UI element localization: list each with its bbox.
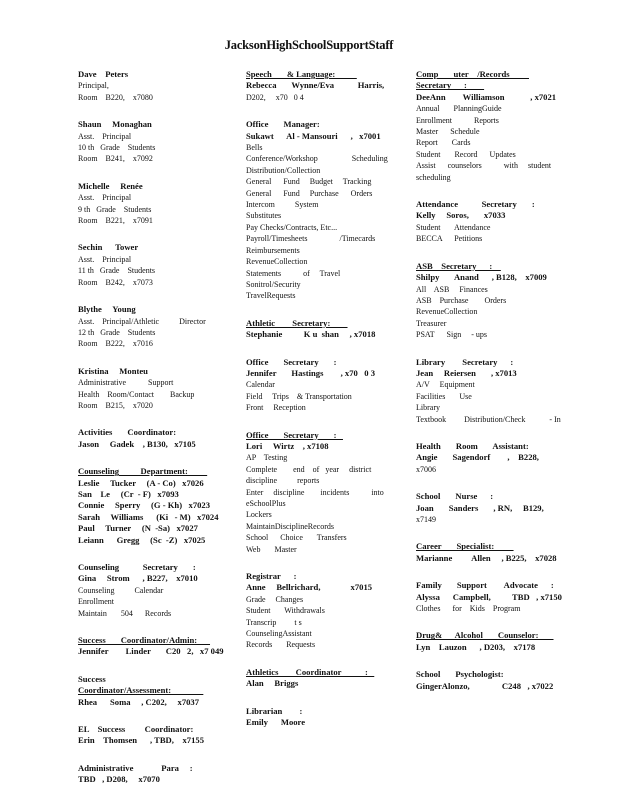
entry-heading-line: Career Specialist: bbox=[416, 541, 514, 552]
entry-detail-line: Facilities Use bbox=[416, 391, 472, 401]
entry-heading-line: School Psychologist: bbox=[416, 669, 504, 680]
entry-heading-line: Sukawt Al - Mansouri , x7001 bbox=[246, 130, 381, 141]
staff-entry bbox=[78, 427, 228, 450]
entry-detail-line: AP Testing bbox=[246, 453, 288, 463]
entry-heading-line: Counseling Department: bbox=[78, 466, 208, 477]
entry-heading-line: Counseling Secretary : bbox=[78, 562, 196, 572]
entry-heading-line: Librarian : bbox=[246, 705, 303, 716]
entry-detail-line: Bells bbox=[246, 143, 263, 153]
staff-entry bbox=[416, 69, 558, 183]
entry-heading-line: Library Secretary : bbox=[416, 356, 514, 367]
page-title: JacksonHighSchoolSupportStaff bbox=[224, 38, 394, 52]
entry-detail-line: Asst. Principal bbox=[78, 131, 132, 141]
staff-entry bbox=[416, 261, 558, 341]
entry-detail-line: Reimbursements bbox=[246, 245, 300, 255]
entry-detail-line: Statements of Travel bbox=[246, 268, 341, 278]
entry-heading-line: Kristina Monteu bbox=[78, 365, 148, 376]
entry-heading-line: DeeAnn Williamson , x7021 bbox=[416, 91, 557, 102]
entry-detail-line: School Choice Transfers bbox=[246, 533, 347, 543]
entry-heading-line: Stephanie K u shan , x7018 bbox=[246, 329, 376, 340]
entry-detail-line: Clothes for Kids Program bbox=[416, 604, 521, 614]
entry-detail-line: Maintain 504 Records bbox=[78, 608, 172, 618]
staff-entry bbox=[246, 706, 402, 729]
entry-detail-line: Room B221, x7091 bbox=[78, 216, 153, 226]
entry-heading-line: Angie Sagendorf , B228, bbox=[416, 452, 539, 463]
entry-heading-line: Leiann Gregg (Sc -Z) x7025 bbox=[78, 534, 206, 545]
entry-heading-line: Comp uter /Records bbox=[416, 69, 529, 79]
entry-heading-line: Secretary : bbox=[416, 80, 485, 91]
entry-detail-line: Asst. Principal bbox=[78, 193, 132, 203]
entry-detail-line: General Fund Purchase Orders bbox=[246, 188, 373, 198]
staff-entry bbox=[416, 580, 562, 614]
entry-heading-line: Drug& Alcohol Counselor: bbox=[416, 630, 554, 641]
entry-detail-line: Conference/Workshop Scheduling bbox=[246, 154, 388, 164]
entry-detail-line: General Fund Budget Tracking bbox=[246, 177, 372, 187]
entry-heading-line: GingerAlonzo, C248 , x7022 bbox=[416, 680, 554, 691]
entry-detail-line: All ASB Finances bbox=[416, 284, 488, 294]
entry-heading-line: Office Secretary : bbox=[246, 356, 337, 367]
entry-heading-line: EL Success Coordinator: bbox=[78, 724, 194, 735]
staff-entry bbox=[78, 674, 228, 708]
entry-heading-line: Rhea Soma , C202, x7037 bbox=[78, 696, 200, 707]
entry-detail-line: Field Trips & Transportation bbox=[246, 391, 352, 401]
entry-detail-line: 9 th Grade Students bbox=[78, 204, 152, 214]
entry-detail-line: Annual PlanningGuide bbox=[416, 104, 502, 114]
entry-heading-line: Blythe Young bbox=[78, 304, 136, 315]
entry-detail-line: Front Reception bbox=[246, 403, 306, 413]
entry-detail-line: Master Schedule bbox=[416, 127, 480, 137]
entry-detail-line: Asst. Principal bbox=[78, 254, 132, 264]
entry-detail-line: Distribution/Collection bbox=[246, 165, 321, 175]
entry-heading-line: Family Support Advocate : bbox=[416, 580, 554, 591]
entry-detail-line: Pay Checks/Contracts, Etc... bbox=[246, 222, 338, 232]
entry-detail-line: Enrollment Reports bbox=[416, 115, 499, 125]
staff-entry bbox=[78, 242, 228, 288]
entry-heading-line: Anne Bellrichard, x7015 bbox=[246, 582, 373, 593]
staff-entry bbox=[416, 356, 561, 425]
entry-detail-line: Room B241, x7092 bbox=[78, 154, 153, 164]
entry-heading-line: Dave Peters bbox=[78, 69, 129, 79]
entry-heading-line: Connie Sperry (G - Kh) x7023 bbox=[78, 500, 211, 511]
staff-entry bbox=[78, 562, 228, 619]
staff-entry bbox=[78, 763, 228, 786]
staff-column-right bbox=[416, 69, 562, 708]
entry-heading-line: Jennifer Linder C20 2, x7 049 bbox=[78, 646, 224, 657]
staff-entry bbox=[78, 119, 228, 165]
staff-entry bbox=[246, 318, 402, 341]
entry-detail-line: D202, x70 0 4 bbox=[246, 92, 304, 102]
entry-detail-line: Intercom System bbox=[246, 200, 319, 210]
entry-detail-line: Calendar bbox=[246, 380, 275, 390]
entry-heading-line: Joan Sanders , RN, B129, bbox=[416, 502, 544, 513]
entry-heading-line: Michelle Renée bbox=[78, 180, 143, 191]
entry-heading-line: Erin Thomsen , TBD, x7155 bbox=[78, 735, 204, 746]
staff-entry bbox=[416, 541, 558, 564]
staff-entry bbox=[246, 430, 402, 555]
entry-heading-line: Sarah Williams (Ki - M) x7024 bbox=[78, 511, 219, 522]
entry-heading-line: Alyssa Campbell, TBD , x7150 bbox=[416, 591, 562, 602]
entry-detail-line: Sonitrol/Security bbox=[246, 279, 301, 289]
entry-heading-line: Gina Strom , B227, x7010 bbox=[78, 573, 198, 584]
entry-detail-line: Student Withdrawals bbox=[246, 606, 325, 616]
entry-detail-line: scheduling bbox=[416, 172, 451, 182]
entry-detail-line: A/V Equipment bbox=[416, 380, 475, 390]
entry-detail-line: 10 th Grade Students bbox=[78, 143, 156, 153]
entry-heading-line: Office Secretary : bbox=[246, 429, 343, 440]
entry-detail-line: Enter discipline incidents into bbox=[246, 487, 384, 497]
entry-heading-line: Registrar : bbox=[246, 571, 297, 582]
entry-detail-line: Administrative Support bbox=[78, 378, 174, 388]
entry-heading-line: Marianne Allen , B225, x7028 bbox=[416, 552, 557, 563]
entry-detail-line: Counseling Calendar bbox=[78, 585, 164, 595]
entry-detail-line: discipline reports bbox=[246, 476, 320, 486]
staff-entry bbox=[246, 667, 402, 690]
entry-heading-line: Emily Moore bbox=[246, 717, 306, 728]
entry-detail-line: Payroll/Timesheets /Timecards bbox=[246, 234, 376, 244]
staff-entry bbox=[78, 69, 228, 103]
staff-entry bbox=[78, 724, 228, 747]
entry-detail-line: 11 th Grade Students bbox=[78, 266, 156, 276]
entry-heading-line: Success Coordinator/Admin: bbox=[78, 635, 211, 646]
entry-detail-line: Report Cards bbox=[416, 138, 471, 148]
entry-heading-line: Coordinator/Assessment: bbox=[78, 685, 204, 696]
entry-heading-line: Sechin Tower bbox=[78, 242, 139, 253]
staff-entry bbox=[416, 199, 558, 245]
entry-heading-line: Health Room Assistant: bbox=[416, 440, 529, 451]
entry-heading-line: Kelly Soros, x7033 bbox=[416, 210, 506, 221]
entry-heading-line: Success bbox=[78, 673, 106, 684]
entry-heading-line: Jason Gadek , B130, x7105 bbox=[78, 438, 196, 449]
entry-detail-line: MaintainDisciplineRecords bbox=[246, 521, 334, 531]
entry-detail-line: Textbook Distribution/Check - In bbox=[416, 414, 561, 424]
entry-detail-line: RevenueCollection bbox=[246, 257, 308, 267]
entry-heading-line: Administrative Para : bbox=[78, 762, 193, 773]
entry-detail-line: RevenueCollection bbox=[416, 307, 478, 317]
staff-entry bbox=[78, 366, 228, 412]
entry-detail-line: Student Record Updates bbox=[416, 149, 516, 159]
entry-heading-line: Jennifer Hastings , x70 0 3 bbox=[246, 367, 375, 378]
entry-detail-line: Transcrip t s bbox=[246, 617, 302, 627]
staff-entry bbox=[78, 304, 228, 350]
staff-entry bbox=[78, 635, 228, 658]
staff-entry bbox=[416, 441, 558, 475]
entry-detail-line: eSchoolPlus bbox=[246, 499, 286, 508]
staff-entry bbox=[246, 119, 402, 302]
entry-detail-line: PSAT Sign - ups bbox=[416, 330, 487, 340]
staff-entry bbox=[416, 491, 558, 525]
entry-heading-line: Shilpy Anand , B128, x7009 bbox=[416, 272, 547, 283]
entry-detail-line: Assist counselors with student bbox=[416, 161, 552, 171]
entry-detail-line: Room B215, x7020 bbox=[78, 400, 153, 410]
entry-heading-line: Speech & Language: bbox=[246, 69, 357, 79]
entry-detail-line: Web Master bbox=[246, 544, 297, 554]
entry-heading-line: Lyn Lauzon , D203, x7178 bbox=[416, 641, 536, 652]
staff-entry bbox=[416, 669, 558, 692]
entry-heading-line: Activities Coordinator: bbox=[78, 427, 177, 438]
entry-detail-line: Complete end of year district bbox=[246, 464, 372, 474]
entry-detail-line: TravelRequests bbox=[246, 291, 296, 301]
entry-heading-line: School Nurse : bbox=[416, 491, 494, 502]
entry-detail-line: Principal, bbox=[78, 81, 109, 91]
entry-heading-line: Lori Wirtz , x7108 bbox=[246, 440, 329, 451]
entry-detail-line: Room B220, x7080 bbox=[78, 92, 153, 102]
entry-heading-line: Leslie Tucker (A - Co) x7026 bbox=[78, 477, 204, 488]
entry-detail-line: x7149 bbox=[416, 515, 436, 524]
entry-detail-line: Lockers bbox=[246, 510, 272, 520]
entry-detail-line: Treasurer bbox=[416, 318, 447, 328]
entry-detail-line: Room B242, x7073 bbox=[78, 277, 153, 287]
entry-heading-line: Alan Briggs bbox=[246, 678, 299, 689]
entry-detail-line: Health Room/Contact Backup bbox=[78, 389, 195, 399]
entry-heading-line: Office Manager: bbox=[246, 119, 320, 130]
entry-heading-line: Jean Reiersen , x7013 bbox=[416, 367, 517, 378]
staff-column-middle bbox=[246, 69, 402, 745]
entry-heading-line: Attendance Secretary : bbox=[416, 199, 535, 210]
staff-entry bbox=[246, 571, 402, 651]
entry-detail-line: 12 th Grade Students bbox=[78, 327, 156, 337]
staff-entry bbox=[246, 69, 402, 103]
entry-detail-line: x7006 bbox=[416, 464, 436, 474]
entry-heading-line: Athletics Coordinator : bbox=[246, 666, 375, 677]
entry-detail-line: Student Attendance bbox=[416, 222, 491, 232]
entry-heading-line: Rebecca Wynne/Eva Harris, bbox=[246, 80, 385, 91]
entry-detail-line: Asst. Principal/Athletic Director bbox=[78, 316, 206, 326]
entry-detail-line: ASB Purchase Orders bbox=[416, 295, 507, 305]
entry-heading-line: ASB Secretary : bbox=[416, 260, 501, 271]
entry-detail-line: Room B222, x7016 bbox=[78, 339, 153, 349]
staff-entry bbox=[78, 181, 228, 227]
entry-heading-line: Paul Turner (N -Sa) x7027 bbox=[78, 523, 198, 534]
entry-detail-line: BECCA Petitions bbox=[416, 234, 483, 244]
entry-detail-line: CounselingAssistant bbox=[246, 629, 312, 639]
staff-entry bbox=[246, 357, 402, 414]
entry-heading-line: TBD , D208, x7070 bbox=[78, 774, 160, 785]
entry-heading-line: San Le (Cr - F) x7093 bbox=[78, 488, 179, 499]
entry-detail-line: Library bbox=[416, 403, 440, 413]
entry-detail-line: Enrollment bbox=[78, 597, 114, 607]
staff-entry bbox=[78, 466, 228, 546]
staff-column-left bbox=[78, 69, 228, 802]
entry-heading-line: Shaun Monaghan bbox=[78, 119, 152, 130]
entry-detail-line: Grade Changes bbox=[246, 594, 304, 604]
entry-heading-line: Athletic Secretary: bbox=[246, 317, 348, 328]
entry-detail-line: Substitutes bbox=[246, 211, 282, 221]
entry-detail-line: Records Requests bbox=[246, 640, 316, 650]
staff-entry bbox=[416, 630, 558, 653]
